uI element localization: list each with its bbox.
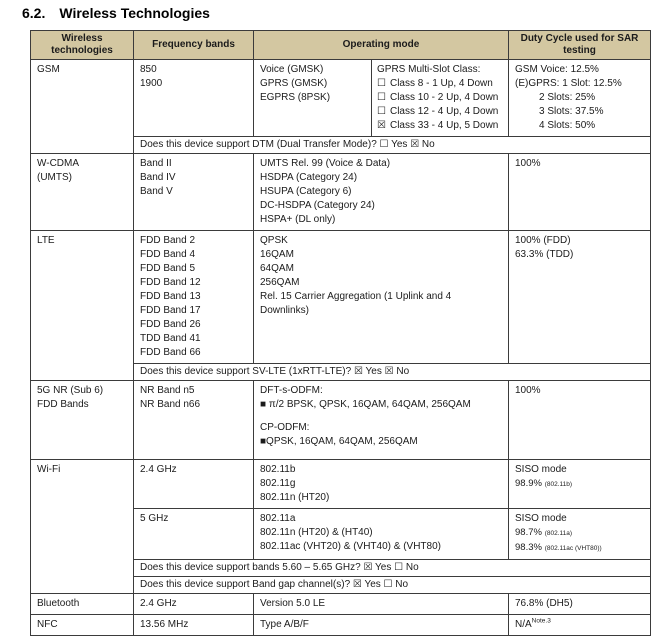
wcdma-tech-cell: W-CDMA (UMTS) [31, 154, 134, 230]
nfc-row [31, 614, 650, 635]
wcdma-operating-cell: UMTS Rel. 99 (Voice & Data) HSDPA (Category 24) HSUPA (Category 6) DC-HSDPA (Category 24) HSPA+ (DL only) [254, 154, 509, 230]
wifi-24-operating-cell: 802.11b 802.11g 802.11n (HT20) [254, 460, 509, 508]
wifi-5-duty-cell: SISO mode 98.7% (802.11a) 98.3% (802.11ac (VHT80)) [515, 513, 602, 553]
bluetooth-tech-cell: Bluetooth [31, 594, 134, 614]
wifi-24ghz-row [134, 460, 650, 508]
wifi-bandgap-question-row: Does this device support Band gap channel(s)? ☒ Yes ☐ No [134, 576, 650, 593]
table-header-row [31, 31, 650, 59]
nfc-operating-cell: Type A/B/F [254, 615, 509, 635]
gsm-tech-cell: GSM [31, 60, 134, 153]
header-wireless-technologies: Wireless technologies [31, 31, 134, 59]
gsm-frequency-cell: 850 1900 [134, 60, 254, 136]
nr-tech-cell: 5G NR (Sub 6) FDD Bands [31, 381, 134, 459]
nfc-duty-note: Note.3 [531, 617, 551, 625]
nr-frequency-cell: NR Band n5 NR Band n66 [134, 381, 254, 459]
checkbox-unchecked-icon: ☐ [377, 106, 386, 117]
wcdma-frequency-cell: Band II Band IV Band V [134, 154, 254, 230]
gsm-main-row [134, 60, 650, 136]
wifi-5ghz-row [134, 508, 650, 559]
lte-tech-cell: LTE [31, 231, 134, 380]
header-frequency-bands: Frequency bands [134, 31, 254, 59]
wifi-row-group [31, 459, 650, 593]
multislot-item: ☐ Class 12 - 4 Up, 4 Down [377, 106, 499, 117]
wcdma-row [31, 153, 650, 230]
gsm-operating-cell [254, 60, 509, 136]
multislot-title: GPRS Multi-Slot Class: [377, 64, 481, 75]
header-duty-cycle: Duty Cycle used for SAR testing [520, 33, 639, 56]
wireless-technologies-table [30, 30, 651, 636]
nfc-tech-cell: NFC [31, 615, 134, 635]
checkbox-unchecked-icon: ☐ [377, 92, 386, 103]
section-number: 6.2. [22, 5, 46, 21]
bluetooth-operating-cell: Version 5.0 LE [254, 594, 509, 614]
wifi-tech-cell: Wi-Fi [31, 460, 134, 593]
checkbox-unchecked-icon: ☐ [377, 78, 386, 89]
multislot-item: ☐ Class 10 - 2 Up, 4 Down [377, 92, 499, 103]
svlte-question-row: Does this device support SV-LTE (1xRTT-LTE)? ☒ Yes ☒ No [134, 363, 650, 380]
lte-operating-cell: QPSK 16QAM 64QAM 256QAM Rel. 15 Carrier Aggregation (1 Uplink and 4 Downlinks) [254, 231, 509, 363]
bluetooth-row [31, 593, 650, 614]
lte-main-row [134, 231, 650, 363]
gsm-multislot-list [372, 60, 508, 136]
multislot-item: ☐ Class 8 - 1 Up, 4 Down [377, 78, 493, 89]
wifi-5-operating-cell: 802.11a 802.11n (HT20) & (HT40) 802.11ac (VHT20) & (VHT40) & (VHT80) [254, 509, 509, 559]
wifi-24-duty-cell: SISO mode 98.9% (802.11b) [515, 464, 573, 489]
wifi-24-frequency-cell: 2.4 GHz [134, 460, 254, 508]
lte-duty-cell: 100% (FDD) 63.3% (TDD) [515, 235, 574, 260]
section-title-text: Wireless Technologies [59, 5, 210, 21]
nr-operating-cell: DFT-s-ODFM: ■ π/2 BPSK, QPSK, 16QAM, 64QAM, 256QAM CP-ODFM: ■QPSK, 16QAM, 64QAM, 256QAM [254, 381, 509, 459]
nfc-frequency-cell: 13.56 MHz [134, 615, 254, 635]
wifi-bands-question-row: Does this device support bands 5.60 – 5.65 GHz? ☒ Yes ☐ No [134, 559, 650, 576]
lte-frequency-cell: FDD Band 2 FDD Band 4 FDD Band 5 FDD Band 12 FDD Band 13 FDD Band 17 FDD Band 26 TDD Band 41 FDD Band 66 [134, 231, 254, 363]
gsm-row-group [31, 59, 650, 153]
nr-row [31, 380, 650, 459]
gsm-modes: Voice (GMSK) GPRS (GMSK) EGPRS (8PSK) [254, 60, 372, 136]
dtm-question-row: Does this device support DTM (Dual Transfer Mode)? ☐ Yes ☒ No [134, 136, 650, 153]
header-operating-mode: Operating mode [254, 31, 509, 59]
bluetooth-duty-cell: 76.8% (DH5) [515, 598, 573, 609]
wifi-5-frequency-cell: 5 GHz [134, 509, 254, 559]
section-title [22, 6, 210, 20]
bluetooth-frequency-cell: 2.4 GHz [134, 594, 254, 614]
nr-duty-cell: 100% [515, 385, 541, 396]
wcdma-duty-cell: 100% [515, 158, 541, 169]
gsm-duty-cell: GSM Voice: 12.5% (E)GPRS: 1 Slot: 12.5% 2 Slots: 25% 3 Slots: 37.5% 4 Slots: 50% [515, 64, 622, 131]
multislot-item: ☒ Class 33 - 4 Up, 5 Down [377, 120, 499, 131]
checkbox-checked-icon: ☒ [377, 120, 386, 131]
nfc-duty-cell: N/A$^{Note.3}$ [515, 617, 551, 630]
lte-row-group [31, 230, 650, 380]
